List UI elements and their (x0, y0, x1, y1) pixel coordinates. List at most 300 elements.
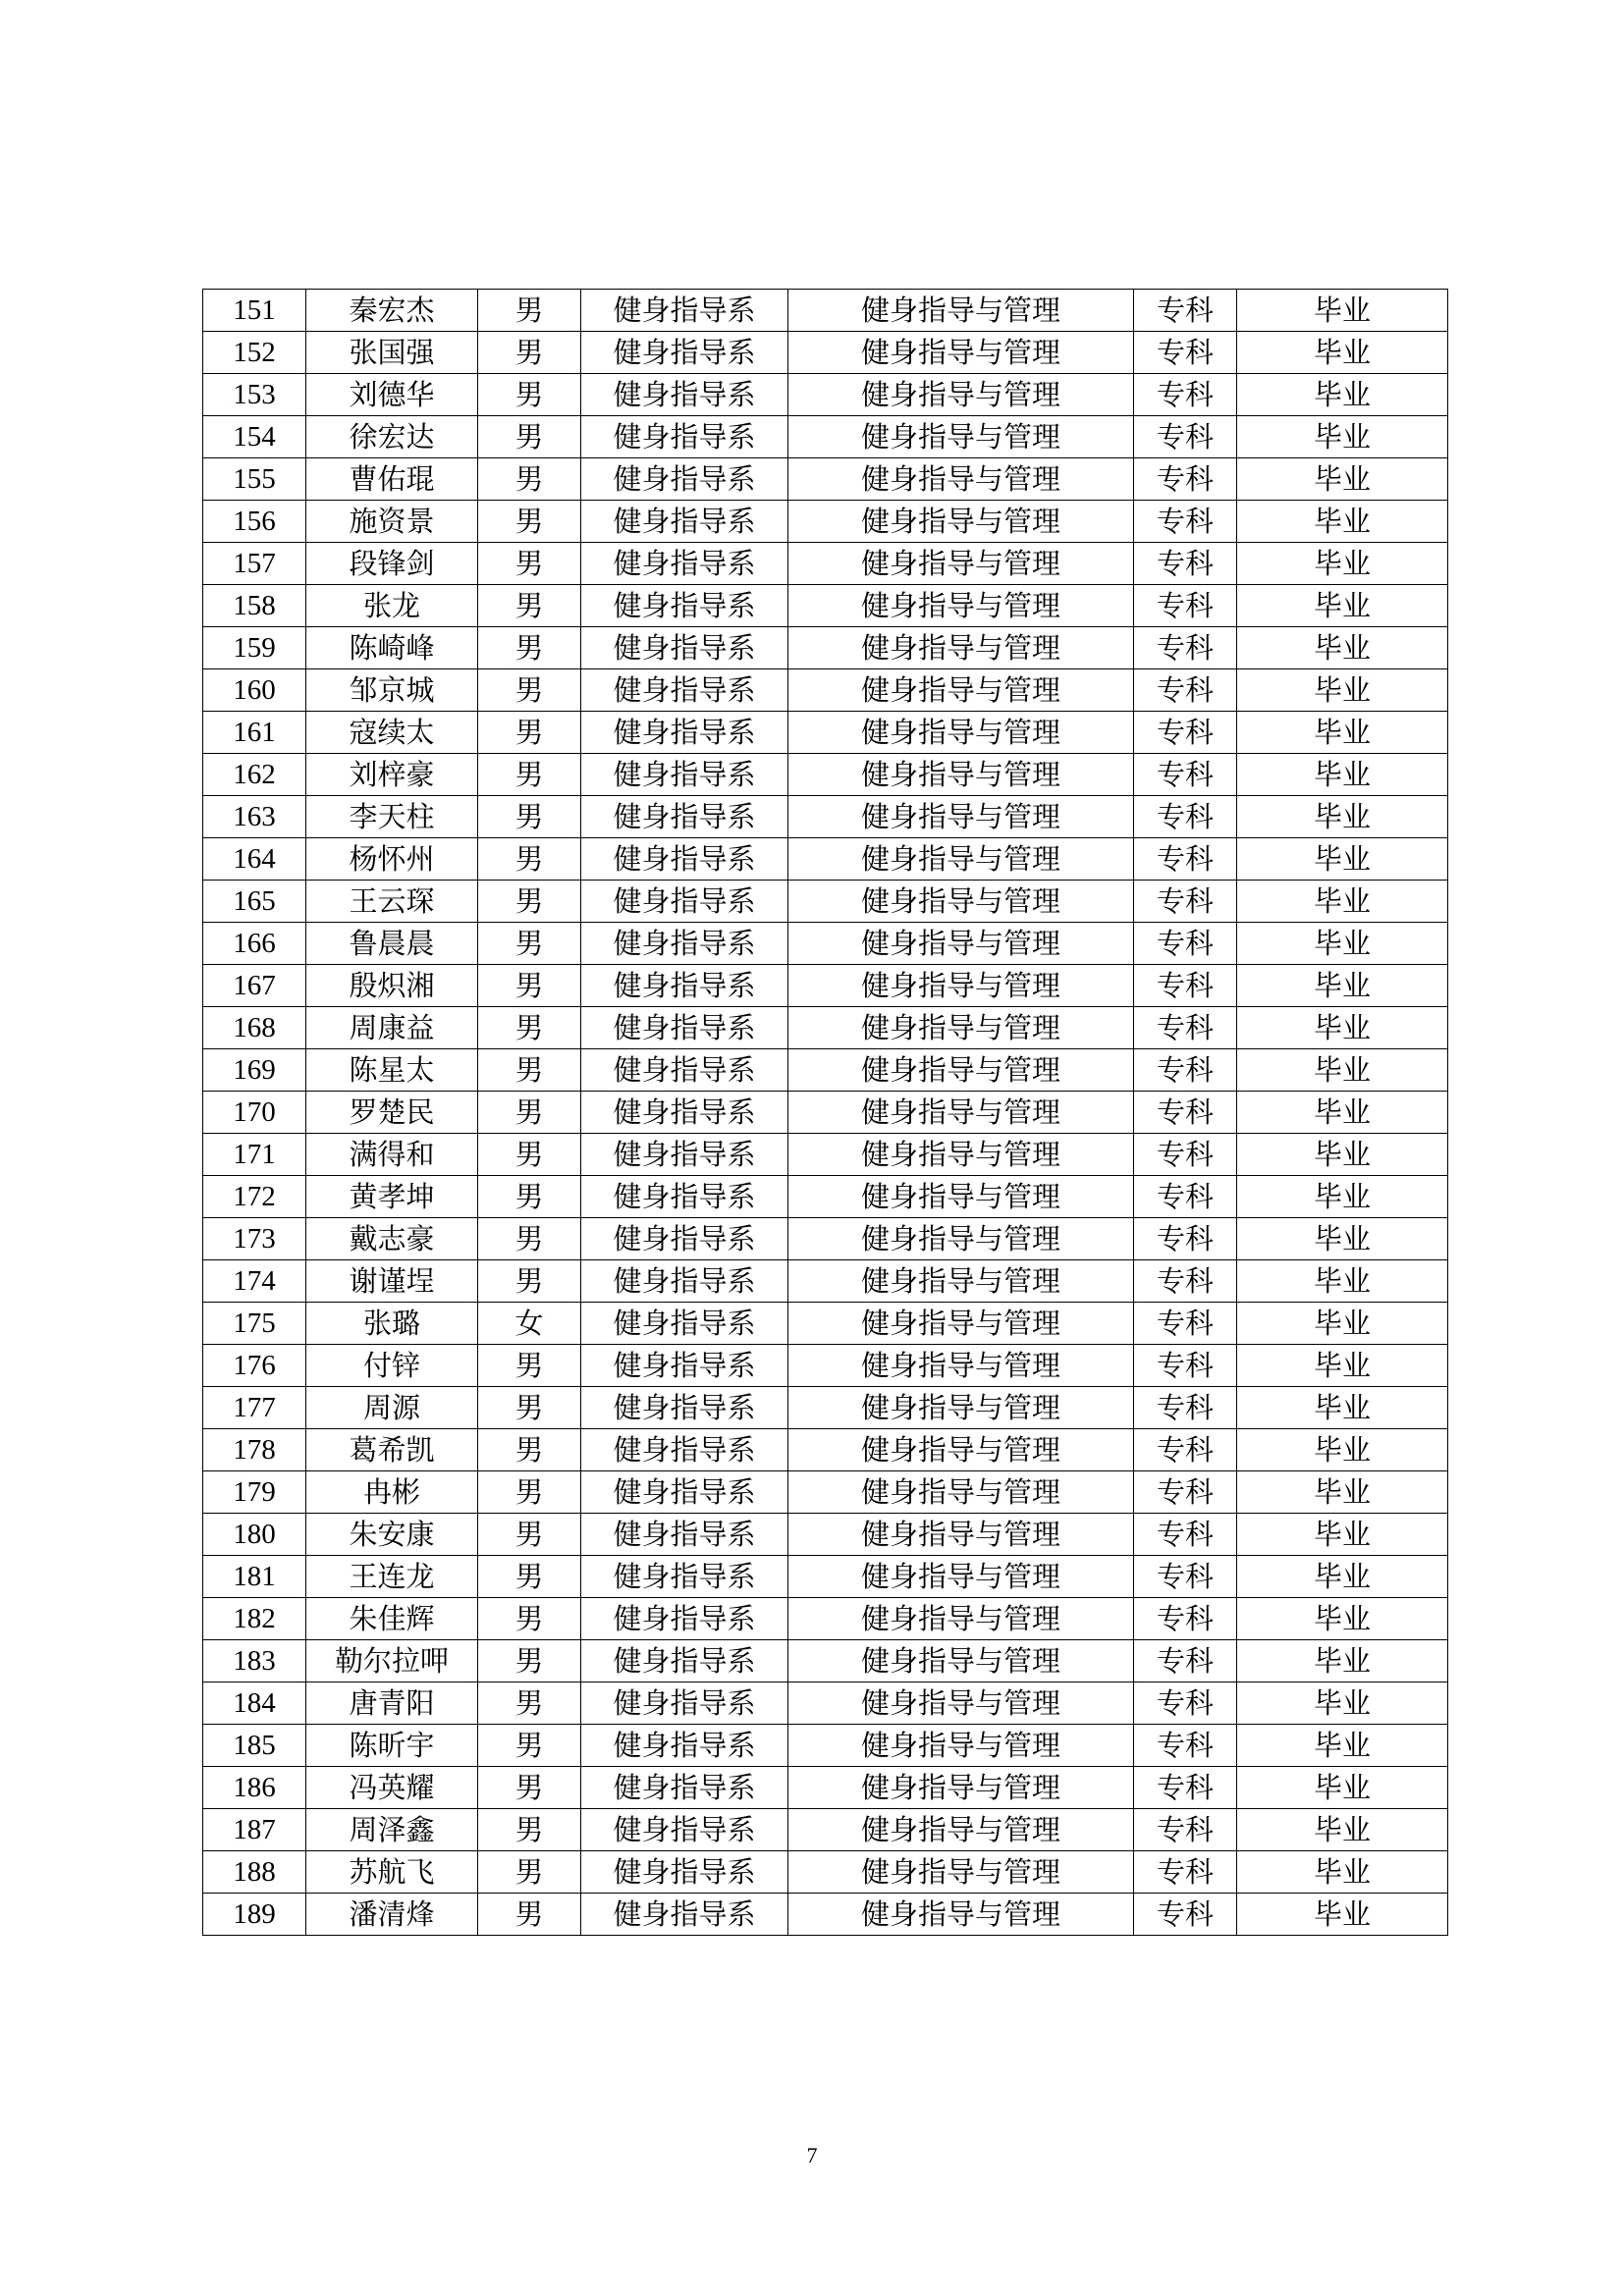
cell-major: 健身指导与管理 (788, 754, 1134, 796)
table-row (203, 1092, 1448, 1134)
cell-number: 171 (203, 1134, 306, 1176)
cell-department: 健身指导系 (581, 1134, 788, 1176)
cell-status: 毕业 (1237, 796, 1448, 838)
cell-gender: 男 (478, 585, 581, 627)
cell-major: 健身指导与管理 (788, 1894, 1134, 1936)
cell-major: 健身指导与管理 (788, 332, 1134, 374)
cell-major: 健身指导与管理 (788, 1092, 1134, 1134)
cell-number: 162 (203, 754, 306, 796)
cell-major: 健身指导与管理 (788, 1134, 1134, 1176)
cell-name: 曹佑琨 (306, 458, 478, 501)
cell-gender: 男 (478, 838, 581, 881)
table-row (203, 1345, 1448, 1387)
cell-status: 毕业 (1237, 1809, 1448, 1851)
cell-status: 毕业 (1237, 1471, 1448, 1514)
cell-number: 158 (203, 585, 306, 627)
cell-gender: 男 (478, 458, 581, 501)
cell-major: 健身指导与管理 (788, 796, 1134, 838)
cell-number: 172 (203, 1176, 306, 1218)
cell-status: 毕业 (1237, 1303, 1448, 1345)
cell-level: 专科 (1134, 1176, 1237, 1218)
cell-name: 徐宏达 (306, 416, 478, 458)
cell-level: 专科 (1134, 1260, 1237, 1303)
cell-name: 黄孝坤 (306, 1176, 478, 1218)
cell-gender: 男 (478, 1260, 581, 1303)
cell-department: 健身指导系 (581, 838, 788, 881)
cell-level: 专科 (1134, 1767, 1237, 1809)
cell-department: 健身指导系 (581, 1767, 788, 1809)
cell-department: 健身指导系 (581, 923, 788, 965)
cell-number: 160 (203, 669, 306, 712)
cell-name: 段锋剑 (306, 543, 478, 585)
cell-number: 168 (203, 1007, 306, 1049)
cell-gender: 男 (478, 416, 581, 458)
table-row (203, 1640, 1448, 1682)
cell-major: 健身指导与管理 (788, 965, 1134, 1007)
cell-major: 健身指导与管理 (788, 543, 1134, 585)
cell-status: 毕业 (1237, 881, 1448, 923)
cell-major: 健身指导与管理 (788, 1303, 1134, 1345)
cell-department: 健身指导系 (581, 1556, 788, 1598)
table-row (203, 1387, 1448, 1429)
cell-level: 专科 (1134, 627, 1237, 669)
cell-department: 健身指导系 (581, 1809, 788, 1851)
cell-major: 健身指导与管理 (788, 1725, 1134, 1767)
cell-status: 毕业 (1237, 458, 1448, 501)
cell-number: 170 (203, 1092, 306, 1134)
table-row (203, 1260, 1448, 1303)
cell-level: 专科 (1134, 585, 1237, 627)
cell-level: 专科 (1134, 1598, 1237, 1640)
cell-level: 专科 (1134, 1429, 1237, 1471)
table-row (203, 669, 1448, 712)
cell-major: 健身指导与管理 (788, 1387, 1134, 1429)
cell-number: 182 (203, 1598, 306, 1640)
cell-major: 健身指导与管理 (788, 838, 1134, 881)
cell-gender: 男 (478, 501, 581, 543)
cell-major: 健身指导与管理 (788, 1682, 1134, 1725)
cell-major: 健身指导与管理 (788, 458, 1134, 501)
cell-major: 健身指导与管理 (788, 1429, 1134, 1471)
cell-major: 健身指导与管理 (788, 881, 1134, 923)
cell-gender: 男 (478, 627, 581, 669)
cell-number: 154 (203, 416, 306, 458)
cell-department: 健身指导系 (581, 1514, 788, 1556)
cell-gender: 男 (478, 1134, 581, 1176)
cell-number: 155 (203, 458, 306, 501)
cell-name: 秦宏杰 (306, 290, 478, 332)
cell-department: 健身指导系 (581, 669, 788, 712)
cell-number: 156 (203, 501, 306, 543)
cell-gender: 男 (478, 1218, 581, 1260)
cell-name: 张国强 (306, 332, 478, 374)
cell-number: 175 (203, 1303, 306, 1345)
cell-name: 戴志豪 (306, 1218, 478, 1260)
table-row (203, 754, 1448, 796)
cell-major: 健身指导与管理 (788, 374, 1134, 416)
cell-gender: 男 (478, 1725, 581, 1767)
cell-department: 健身指导系 (581, 290, 788, 332)
cell-name: 陈星太 (306, 1049, 478, 1092)
cell-gender: 男 (478, 374, 581, 416)
cell-department: 健身指导系 (581, 965, 788, 1007)
cell-level: 专科 (1134, 1894, 1237, 1936)
table-row (203, 416, 1448, 458)
cell-name: 周泽鑫 (306, 1809, 478, 1851)
cell-gender: 女 (478, 1303, 581, 1345)
cell-status: 毕业 (1237, 1049, 1448, 1092)
cell-status: 毕业 (1237, 627, 1448, 669)
table-row (203, 1809, 1448, 1851)
cell-gender: 男 (478, 881, 581, 923)
cell-department: 健身指导系 (581, 374, 788, 416)
cell-level: 专科 (1134, 1007, 1237, 1049)
table-row (203, 290, 1448, 332)
cell-number: 161 (203, 712, 306, 754)
student-roster-table (202, 289, 1448, 1936)
cell-major: 健身指导与管理 (788, 1809, 1134, 1851)
cell-major: 健身指导与管理 (788, 416, 1134, 458)
cell-major: 健身指导与管理 (788, 1471, 1134, 1514)
cell-level: 专科 (1134, 796, 1237, 838)
cell-major: 健身指导与管理 (788, 1640, 1134, 1682)
cell-level: 专科 (1134, 754, 1237, 796)
cell-number: 157 (203, 543, 306, 585)
cell-status: 毕业 (1237, 1767, 1448, 1809)
cell-name: 潘清烽 (306, 1894, 478, 1936)
cell-level: 专科 (1134, 1092, 1237, 1134)
cell-level: 专科 (1134, 1303, 1237, 1345)
table-row (203, 1725, 1448, 1767)
cell-number: 178 (203, 1429, 306, 1471)
cell-level: 专科 (1134, 1218, 1237, 1260)
cell-level: 专科 (1134, 416, 1237, 458)
cell-name: 冯英耀 (306, 1767, 478, 1809)
table-row (203, 332, 1448, 374)
cell-name: 满得和 (306, 1134, 478, 1176)
cell-gender: 男 (478, 1514, 581, 1556)
cell-status: 毕业 (1237, 754, 1448, 796)
table-row (203, 1218, 1448, 1260)
cell-gender: 男 (478, 1049, 581, 1092)
cell-number: 180 (203, 1514, 306, 1556)
cell-level: 专科 (1134, 1640, 1237, 1682)
cell-level: 专科 (1134, 332, 1237, 374)
cell-level: 专科 (1134, 1049, 1237, 1092)
cell-department: 健身指导系 (581, 1471, 788, 1514)
cell-status: 毕业 (1237, 1598, 1448, 1640)
cell-gender: 男 (478, 923, 581, 965)
cell-status: 毕业 (1237, 1682, 1448, 1725)
cell-major: 健身指导与管理 (788, 1049, 1134, 1092)
table-row (203, 1514, 1448, 1556)
table-row (203, 585, 1448, 627)
table-row (203, 543, 1448, 585)
cell-number: 174 (203, 1260, 306, 1303)
cell-level: 专科 (1134, 1345, 1237, 1387)
cell-level: 专科 (1134, 881, 1237, 923)
cell-gender: 男 (478, 543, 581, 585)
cell-level: 专科 (1134, 1514, 1237, 1556)
cell-department: 健身指导系 (581, 1303, 788, 1345)
cell-department: 健身指导系 (581, 754, 788, 796)
cell-department: 健身指导系 (581, 1894, 788, 1936)
cell-department: 健身指导系 (581, 501, 788, 543)
cell-major: 健身指导与管理 (788, 1218, 1134, 1260)
table-row (203, 1007, 1448, 1049)
cell-number: 164 (203, 838, 306, 881)
cell-gender: 男 (478, 1598, 581, 1640)
cell-status: 毕业 (1237, 290, 1448, 332)
cell-department: 健身指导系 (581, 1260, 788, 1303)
cell-name: 冉彬 (306, 1471, 478, 1514)
cell-level: 专科 (1134, 712, 1237, 754)
cell-name: 朱安康 (306, 1514, 478, 1556)
table-row (203, 501, 1448, 543)
table-row (203, 374, 1448, 416)
cell-gender: 男 (478, 1851, 581, 1894)
cell-major: 健身指导与管理 (788, 627, 1134, 669)
cell-number: 181 (203, 1556, 306, 1598)
cell-status: 毕业 (1237, 1134, 1448, 1176)
cell-level: 专科 (1134, 965, 1237, 1007)
cell-major: 健身指导与管理 (788, 1514, 1134, 1556)
cell-gender: 男 (478, 1007, 581, 1049)
cell-department: 健身指导系 (581, 1851, 788, 1894)
cell-department: 健身指导系 (581, 1725, 788, 1767)
cell-number: 165 (203, 881, 306, 923)
cell-name: 谢谨埕 (306, 1260, 478, 1303)
cell-number: 176 (203, 1345, 306, 1387)
cell-major: 健身指导与管理 (788, 290, 1134, 332)
cell-department: 健身指导系 (581, 543, 788, 585)
cell-level: 专科 (1134, 1851, 1237, 1894)
cell-level: 专科 (1134, 838, 1237, 881)
cell-gender: 男 (478, 712, 581, 754)
cell-status: 毕业 (1237, 1345, 1448, 1387)
cell-status: 毕业 (1237, 965, 1448, 1007)
cell-gender: 男 (478, 1092, 581, 1134)
cell-level: 专科 (1134, 1556, 1237, 1598)
page-number: 7 (806, 2143, 818, 2167)
cell-department: 健身指导系 (581, 796, 788, 838)
cell-number: 189 (203, 1894, 306, 1936)
table-row (203, 1767, 1448, 1809)
cell-number: 151 (203, 290, 306, 332)
cell-gender: 男 (478, 1176, 581, 1218)
cell-name: 张璐 (306, 1303, 478, 1345)
cell-major: 健身指导与管理 (788, 669, 1134, 712)
cell-gender: 男 (478, 1682, 581, 1725)
cell-level: 专科 (1134, 1471, 1237, 1514)
table-row (203, 1851, 1448, 1894)
cell-number: 163 (203, 796, 306, 838)
cell-name: 罗楚民 (306, 1092, 478, 1134)
table-row (203, 838, 1448, 881)
table-row (203, 1598, 1448, 1640)
cell-number: 185 (203, 1725, 306, 1767)
roster-body (203, 290, 1448, 1936)
table-row (203, 1049, 1448, 1092)
cell-department: 健身指导系 (581, 1387, 788, 1429)
cell-department: 健身指导系 (581, 416, 788, 458)
cell-department: 健身指导系 (581, 1429, 788, 1471)
table-row (203, 1556, 1448, 1598)
cell-name: 苏航飞 (306, 1851, 478, 1894)
cell-name: 寇续太 (306, 712, 478, 754)
cell-gender: 男 (478, 1767, 581, 1809)
cell-department: 健身指导系 (581, 458, 788, 501)
cell-major: 健身指导与管理 (788, 1345, 1134, 1387)
cell-status: 毕业 (1237, 712, 1448, 754)
cell-gender: 男 (478, 669, 581, 712)
cell-number: 183 (203, 1640, 306, 1682)
table-row (203, 796, 1448, 838)
table-row (203, 1134, 1448, 1176)
cell-major: 健身指导与管理 (788, 1851, 1134, 1894)
cell-major: 健身指导与管理 (788, 1260, 1134, 1303)
cell-department: 健身指导系 (581, 332, 788, 374)
cell-level: 专科 (1134, 543, 1237, 585)
cell-gender: 男 (478, 754, 581, 796)
cell-gender: 男 (478, 796, 581, 838)
table-row (203, 1176, 1448, 1218)
cell-status: 毕业 (1237, 1218, 1448, 1260)
cell-number: 166 (203, 923, 306, 965)
cell-department: 健身指导系 (581, 712, 788, 754)
cell-level: 专科 (1134, 923, 1237, 965)
cell-status: 毕业 (1237, 374, 1448, 416)
table-row (203, 627, 1448, 669)
cell-department: 健身指导系 (581, 585, 788, 627)
cell-status: 毕业 (1237, 416, 1448, 458)
cell-level: 专科 (1134, 501, 1237, 543)
cell-level: 专科 (1134, 1387, 1237, 1429)
cell-gender: 男 (478, 1345, 581, 1387)
cell-level: 专科 (1134, 1809, 1237, 1851)
cell-status: 毕业 (1237, 1387, 1448, 1429)
cell-department: 健身指导系 (581, 1598, 788, 1640)
cell-major: 健身指导与管理 (788, 1598, 1134, 1640)
cell-gender: 男 (478, 1471, 581, 1514)
table-row (203, 458, 1448, 501)
table-row (203, 1894, 1448, 1936)
cell-major: 健身指导与管理 (788, 585, 1134, 627)
cell-name: 周康益 (306, 1007, 478, 1049)
cell-major: 健身指导与管理 (788, 712, 1134, 754)
cell-number: 159 (203, 627, 306, 669)
cell-name: 殷炽湘 (306, 965, 478, 1007)
cell-name: 刘梓豪 (306, 754, 478, 796)
cell-status: 毕业 (1237, 1007, 1448, 1049)
table-row (203, 923, 1448, 965)
cell-gender: 男 (478, 1556, 581, 1598)
cell-status: 毕业 (1237, 585, 1448, 627)
table-row (203, 1682, 1448, 1725)
cell-department: 健身指导系 (581, 1049, 788, 1092)
table-row (203, 1429, 1448, 1471)
cell-gender: 男 (478, 1640, 581, 1682)
cell-name: 邹京城 (306, 669, 478, 712)
cell-name: 刘德华 (306, 374, 478, 416)
cell-name: 李天柱 (306, 796, 478, 838)
cell-status: 毕业 (1237, 332, 1448, 374)
cell-status: 毕业 (1237, 1851, 1448, 1894)
cell-status: 毕业 (1237, 1514, 1448, 1556)
table-row (203, 712, 1448, 754)
cell-number: 179 (203, 1471, 306, 1514)
cell-department: 健身指导系 (581, 1092, 788, 1134)
cell-status: 毕业 (1237, 1176, 1448, 1218)
cell-level: 专科 (1134, 1682, 1237, 1725)
cell-level: 专科 (1134, 458, 1237, 501)
cell-status: 毕业 (1237, 1092, 1448, 1134)
cell-gender: 男 (478, 1429, 581, 1471)
cell-major: 健身指导与管理 (788, 923, 1134, 965)
cell-status: 毕业 (1237, 1429, 1448, 1471)
cell-number: 152 (203, 332, 306, 374)
cell-name: 王连龙 (306, 1556, 478, 1598)
cell-gender: 男 (478, 1387, 581, 1429)
cell-number: 188 (203, 1851, 306, 1894)
cell-department: 健身指导系 (581, 1345, 788, 1387)
cell-status: 毕业 (1237, 1640, 1448, 1682)
cell-name: 唐青阳 (306, 1682, 478, 1725)
cell-department: 健身指导系 (581, 881, 788, 923)
cell-level: 专科 (1134, 669, 1237, 712)
cell-name: 周源 (306, 1387, 478, 1429)
cell-level: 专科 (1134, 1725, 1237, 1767)
cell-number: 169 (203, 1049, 306, 1092)
cell-name: 杨怀州 (306, 838, 478, 881)
cell-status: 毕业 (1237, 1260, 1448, 1303)
table-row (203, 881, 1448, 923)
cell-status: 毕业 (1237, 669, 1448, 712)
cell-department: 健身指导系 (581, 1682, 788, 1725)
cell-status: 毕业 (1237, 543, 1448, 585)
cell-number: 187 (203, 1809, 306, 1851)
cell-gender: 男 (478, 290, 581, 332)
cell-major: 健身指导与管理 (788, 1556, 1134, 1598)
cell-level: 专科 (1134, 290, 1237, 332)
cell-department: 健身指导系 (581, 1640, 788, 1682)
cell-department: 健身指导系 (581, 1176, 788, 1218)
cell-name: 陈昕宇 (306, 1725, 478, 1767)
cell-level: 专科 (1134, 1134, 1237, 1176)
cell-major: 健身指导与管理 (788, 1007, 1134, 1049)
cell-name: 王云琛 (306, 881, 478, 923)
cell-status: 毕业 (1237, 923, 1448, 965)
cell-status: 毕业 (1237, 1725, 1448, 1767)
table-row (203, 1303, 1448, 1345)
cell-name: 鲁晨晨 (306, 923, 478, 965)
cell-number: 184 (203, 1682, 306, 1725)
cell-status: 毕业 (1237, 501, 1448, 543)
cell-gender: 男 (478, 1894, 581, 1936)
cell-department: 健身指导系 (581, 1007, 788, 1049)
cell-gender: 男 (478, 1809, 581, 1851)
cell-name: 勒尔拉呷 (306, 1640, 478, 1682)
cell-major: 健身指导与管理 (788, 1176, 1134, 1218)
cell-status: 毕业 (1237, 1894, 1448, 1936)
table-row (203, 965, 1448, 1007)
cell-number: 186 (203, 1767, 306, 1809)
cell-major: 健身指导与管理 (788, 501, 1134, 543)
cell-name: 陈崎峰 (306, 627, 478, 669)
cell-gender: 男 (478, 332, 581, 374)
cell-number: 153 (203, 374, 306, 416)
cell-department: 健身指导系 (581, 1218, 788, 1260)
